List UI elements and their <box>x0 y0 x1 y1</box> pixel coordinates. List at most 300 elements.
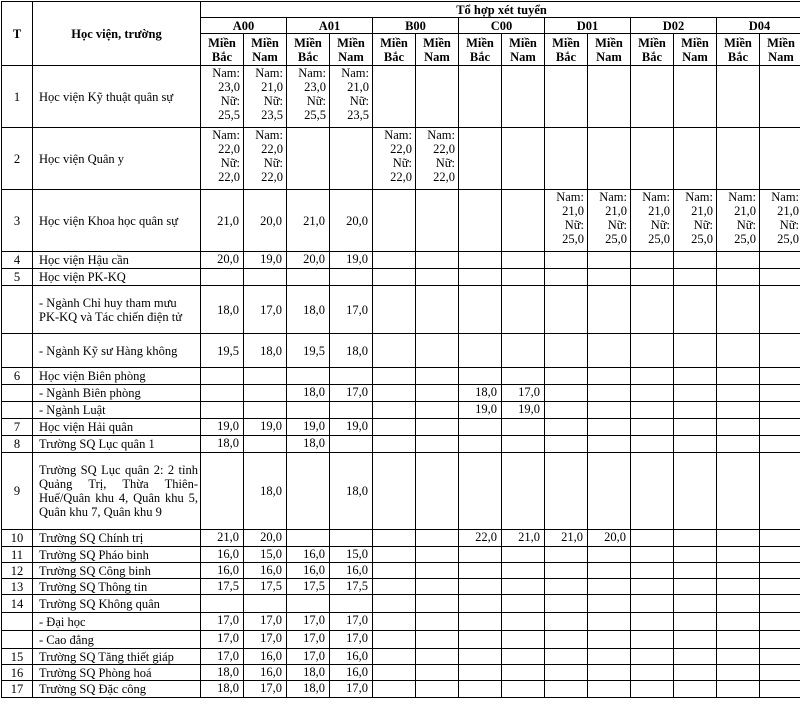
table-row <box>2 286 800 334</box>
score-line: Nữ: <box>246 94 283 108</box>
score-line: 22,0 <box>418 170 455 184</box>
score-cell <box>717 419 760 436</box>
score-cell <box>631 419 674 436</box>
score-cell <box>760 334 800 368</box>
score-cell <box>631 681 674 698</box>
score-line: Nam: <box>633 190 670 204</box>
row-index <box>2 334 33 368</box>
score-cell <box>502 368 545 385</box>
score-cell <box>416 334 459 368</box>
score-line: 25,0 <box>633 232 670 246</box>
score-cell <box>760 631 800 649</box>
score-cell <box>674 419 717 436</box>
score-cell <box>373 547 416 563</box>
score-cell <box>760 368 800 385</box>
score-cell <box>459 563 502 579</box>
score-line: 22,0 <box>246 142 283 156</box>
score-line: Nữ: <box>762 218 799 232</box>
score-cell <box>416 631 459 649</box>
score-cell <box>717 547 760 563</box>
score-cell: 17,0 <box>330 286 373 334</box>
score-line: 22,0 <box>418 142 455 156</box>
region-south-header: Miền Nam <box>330 34 373 66</box>
region-south-header: Miền Nam <box>502 34 545 66</box>
score-cell: 17,5 <box>287 579 330 595</box>
score-cell: 16,0 <box>330 563 373 579</box>
score-cell <box>330 402 373 419</box>
score-cell <box>330 269 373 286</box>
table-row <box>2 681 800 698</box>
row-index: 2 <box>2 128 33 190</box>
table-header <box>2 2 800 66</box>
score-cell <box>674 286 717 334</box>
score-cell <box>201 453 244 530</box>
score-cell: 18,0 <box>287 665 330 681</box>
score-cell: 18,0 <box>244 453 287 530</box>
score-cell <box>416 453 459 530</box>
score-cell: 18,0 <box>330 334 373 368</box>
score-cell: 19,5 <box>287 334 330 368</box>
table-row <box>2 190 800 252</box>
region-north-header: Miền Bắc <box>373 34 416 66</box>
school-name: Học viện Biên phòng <box>33 368 201 385</box>
score-cell <box>760 286 800 334</box>
score-cell <box>631 385 674 402</box>
score-line: 22,0 <box>203 142 240 156</box>
score-line: Nam: <box>590 190 627 204</box>
score-cell <box>244 595 287 613</box>
score-cell <box>416 402 459 419</box>
score-cell <box>287 402 330 419</box>
score-cell <box>717 368 760 385</box>
score-cell: 18,0 <box>201 665 244 681</box>
score-cell <box>674 269 717 286</box>
score-cell <box>588 649 631 665</box>
score-cell <box>330 595 373 613</box>
score-cell <box>588 334 631 368</box>
score-cell <box>674 334 717 368</box>
row-index: 9 <box>2 453 33 530</box>
school-name: Trường SQ Đặc công <box>33 681 201 698</box>
table-row <box>2 530 800 547</box>
row-index: 7 <box>2 419 33 436</box>
score-cell <box>459 419 502 436</box>
score-cell: 17,0 <box>244 613 287 631</box>
score-cell: 17,0 <box>244 286 287 334</box>
score-cell: 19,0 <box>502 402 545 419</box>
row-index: 15 <box>2 649 33 665</box>
score-cell <box>674 66 717 128</box>
score-cell <box>459 649 502 665</box>
score-cell: 17,0 <box>244 681 287 698</box>
score-cell: 16,0 <box>287 547 330 563</box>
table-row <box>2 547 800 563</box>
score-cell <box>674 453 717 530</box>
score-cell <box>287 128 330 190</box>
score-line: 25,0 <box>676 232 713 246</box>
score-line: 21,0 <box>246 80 283 94</box>
school-name: - Cao đẳng <box>33 631 201 649</box>
score-cell <box>717 252 760 269</box>
score-cell <box>760 665 800 681</box>
score-cell <box>760 419 800 436</box>
score-cell <box>502 66 545 128</box>
table-body <box>2 66 800 698</box>
score-cell <box>588 665 631 681</box>
score-cell <box>588 613 631 631</box>
school-name: Học viện Hải quân <box>33 419 201 436</box>
score-line: 23,5 <box>246 108 283 122</box>
score-line: Nữ: <box>332 94 369 108</box>
score-cell <box>502 436 545 453</box>
table-row <box>2 453 800 530</box>
score-cell <box>674 530 717 547</box>
score-cell: 17,5 <box>201 579 244 595</box>
score-cell <box>717 530 760 547</box>
score-cell: 22,0 <box>459 530 502 547</box>
score-cell <box>244 385 287 402</box>
table-row <box>2 402 800 419</box>
score-cell <box>373 649 416 665</box>
score-cell <box>588 563 631 579</box>
score-cell <box>545 453 588 530</box>
table-row <box>2 128 800 190</box>
score-line: Nam: <box>203 128 240 142</box>
score-cell <box>373 252 416 269</box>
region-north-header: Miền Bắc <box>459 34 502 66</box>
score-cell: 18,0 <box>201 436 244 453</box>
score-cell: 18,0 <box>459 385 502 402</box>
school-name: Học viện Hậu cần <box>33 252 201 269</box>
score-cell <box>416 252 459 269</box>
score-cell <box>545 649 588 665</box>
score-cell <box>717 128 760 190</box>
score-cell-gender <box>760 190 800 252</box>
score-cell <box>674 681 717 698</box>
score-cell: 19,0 <box>330 252 373 269</box>
score-cell <box>201 269 244 286</box>
score-cell <box>631 665 674 681</box>
score-cell: 21,0 <box>201 530 244 547</box>
score-line: Nam: <box>719 190 756 204</box>
score-cell <box>760 563 800 579</box>
score-cell: 17,5 <box>244 579 287 595</box>
admission-score-table <box>1 1 800 698</box>
score-cell <box>502 269 545 286</box>
score-cell <box>717 402 760 419</box>
score-cell <box>631 595 674 613</box>
score-cell-gender <box>201 66 244 128</box>
score-cell <box>631 649 674 665</box>
score-cell <box>631 368 674 385</box>
school-name: Trường SQ Chính trị <box>33 530 201 547</box>
score-cell <box>760 269 800 286</box>
score-cell <box>674 563 717 579</box>
score-line: 21,0 <box>762 204 799 218</box>
score-cell <box>631 269 674 286</box>
score-cell <box>588 269 631 286</box>
row-index: 6 <box>2 368 33 385</box>
score-cell: 18,0 <box>287 286 330 334</box>
score-cell <box>717 681 760 698</box>
combo-header: A00 <box>201 18 287 34</box>
score-cell <box>588 385 631 402</box>
score-cell: 19,5 <box>201 334 244 368</box>
score-cell: 21,0 <box>545 530 588 547</box>
score-cell <box>373 419 416 436</box>
row-index: 8 <box>2 436 33 453</box>
score-cell-gender <box>545 190 588 252</box>
score-cell <box>502 595 545 613</box>
score-cell: 20,0 <box>330 190 373 252</box>
score-cell <box>459 665 502 681</box>
score-cell <box>545 436 588 453</box>
score-cell <box>201 595 244 613</box>
school-name: Trường SQ Lục quân 2: 2 tỉnh Quảng Trị, Thừa Thiên-Huế/Quân khu 4, Quân khu 5, Quân khu 7, Quân khu 9 <box>33 453 201 530</box>
table-row <box>2 631 800 649</box>
score-line: Nam: <box>246 128 283 142</box>
score-cell: 17,0 <box>287 631 330 649</box>
score-line: 21,0 <box>676 204 713 218</box>
score-cell <box>201 385 244 402</box>
score-line: 21,0 <box>547 204 584 218</box>
school-name: Trường SQ Lục quân 1 <box>33 436 201 453</box>
score-cell: 20,0 <box>244 190 287 252</box>
score-cell <box>760 681 800 698</box>
row-index <box>2 402 33 419</box>
score-cell: 16,0 <box>244 563 287 579</box>
score-cell <box>760 649 800 665</box>
score-cell <box>373 66 416 128</box>
score-cell <box>373 613 416 631</box>
score-cell <box>416 286 459 334</box>
combo-header: B00 <box>373 18 459 34</box>
score-cell <box>502 252 545 269</box>
score-cell <box>631 436 674 453</box>
row-index <box>2 286 33 334</box>
score-cell <box>545 334 588 368</box>
score-cell <box>373 269 416 286</box>
score-cell: 19,0 <box>287 419 330 436</box>
score-line: 25,0 <box>719 232 756 246</box>
score-cell <box>459 631 502 649</box>
score-cell <box>545 368 588 385</box>
score-cell <box>502 334 545 368</box>
score-cell <box>502 631 545 649</box>
score-cell: 21,0 <box>287 190 330 252</box>
school-name: Trường SQ Thông tin <box>33 579 201 595</box>
score-cell: 16,0 <box>330 665 373 681</box>
score-line: Nữ: <box>203 94 240 108</box>
score-cell: 18,0 <box>201 681 244 698</box>
score-line: Nữ: <box>719 218 756 232</box>
score-line: 25,0 <box>762 232 799 246</box>
score-line: 23,0 <box>289 80 326 94</box>
score-cell <box>545 665 588 681</box>
score-cell <box>373 402 416 419</box>
score-line: 23,0 <box>203 80 240 94</box>
score-cell <box>502 128 545 190</box>
score-cell: 16,0 <box>244 665 287 681</box>
score-cell: 20,0 <box>588 530 631 547</box>
score-line: 22,0 <box>246 170 283 184</box>
score-cell: 16,0 <box>201 547 244 563</box>
score-cell: 20,0 <box>201 252 244 269</box>
score-cell <box>674 613 717 631</box>
score-cell <box>373 595 416 613</box>
score-cell <box>674 595 717 613</box>
score-cell <box>373 453 416 530</box>
score-cell <box>459 613 502 631</box>
score-cell <box>588 681 631 698</box>
score-cell <box>631 563 674 579</box>
score-cell: 21,0 <box>502 530 545 547</box>
region-south-header: Miền Nam <box>674 34 717 66</box>
score-cell <box>631 286 674 334</box>
score-cell <box>545 385 588 402</box>
score-cell <box>588 436 631 453</box>
score-cell <box>760 66 800 128</box>
score-cell: 19,0 <box>459 402 502 419</box>
score-cell <box>674 436 717 453</box>
score-line: Nữ: <box>418 156 455 170</box>
score-cell <box>717 385 760 402</box>
score-cell <box>459 66 502 128</box>
score-cell: 18,0 <box>287 385 330 402</box>
score-cell <box>631 530 674 547</box>
region-south-header: Miền Nam <box>760 34 800 66</box>
row-index: 5 <box>2 269 33 286</box>
score-cell: 18,0 <box>287 436 330 453</box>
score-cell <box>416 190 459 252</box>
score-cell <box>459 128 502 190</box>
combo-header: A01 <box>287 18 373 34</box>
score-line: Nam: <box>203 66 240 80</box>
score-cell <box>760 128 800 190</box>
score-cell <box>674 368 717 385</box>
score-cell <box>244 436 287 453</box>
score-cell <box>717 334 760 368</box>
score-cell <box>674 402 717 419</box>
score-cell <box>373 436 416 453</box>
score-cell: 17,0 <box>330 681 373 698</box>
score-cell <box>588 402 631 419</box>
score-cell: 17,0 <box>330 613 373 631</box>
score-cell <box>373 563 416 579</box>
score-cell <box>545 269 588 286</box>
score-cell <box>373 665 416 681</box>
score-cell <box>760 453 800 530</box>
score-line: 22,0 <box>375 170 412 184</box>
table-row <box>2 563 800 579</box>
score-cell <box>545 631 588 649</box>
score-cell <box>502 547 545 563</box>
region-south-header: Miền Nam <box>588 34 631 66</box>
table-row <box>2 269 800 286</box>
score-cell <box>416 665 459 681</box>
score-cell-gender <box>674 190 717 252</box>
score-cell: 17,0 <box>201 649 244 665</box>
score-cell <box>502 563 545 579</box>
score-cell: 17,0 <box>201 631 244 649</box>
region-north-header: Miền Bắc <box>287 34 330 66</box>
school-name: Trường SQ Phòng hoá <box>33 665 201 681</box>
score-cell <box>545 613 588 631</box>
score-cell <box>244 402 287 419</box>
score-cell <box>545 563 588 579</box>
score-cell-gender <box>588 190 631 252</box>
score-cell <box>588 128 631 190</box>
score-cell <box>330 128 373 190</box>
score-line: Nam: <box>418 128 455 142</box>
score-cell <box>631 453 674 530</box>
score-line: 25,0 <box>590 232 627 246</box>
score-cell <box>717 286 760 334</box>
score-cell <box>631 579 674 595</box>
score-line: 23,5 <box>332 108 369 122</box>
score-cell <box>416 368 459 385</box>
combo-header: D04 <box>717 18 800 34</box>
score-cell <box>674 252 717 269</box>
score-cell: 17,0 <box>287 613 330 631</box>
score-cell: 17,0 <box>330 385 373 402</box>
table-row <box>2 436 800 453</box>
row-index <box>2 385 33 402</box>
score-cell <box>416 436 459 453</box>
score-cell <box>717 595 760 613</box>
score-cell: 19,0 <box>330 419 373 436</box>
score-cell <box>373 368 416 385</box>
score-cell: 17,0 <box>201 613 244 631</box>
score-cell <box>416 269 459 286</box>
score-cell: 19,0 <box>201 419 244 436</box>
score-cell <box>201 402 244 419</box>
score-cell <box>631 128 674 190</box>
score-cell <box>459 547 502 563</box>
score-cell <box>674 631 717 649</box>
score-cell-gender <box>717 190 760 252</box>
row-index: 11 <box>2 547 33 563</box>
score-cell <box>717 436 760 453</box>
score-cell <box>760 579 800 595</box>
score-cell <box>502 665 545 681</box>
score-cell <box>631 613 674 631</box>
score-cell-gender <box>201 128 244 190</box>
score-cell <box>588 453 631 530</box>
score-cell <box>674 665 717 681</box>
score-cell <box>717 453 760 530</box>
score-line: Nữ: <box>289 94 326 108</box>
score-cell <box>244 368 287 385</box>
score-cell <box>760 530 800 547</box>
table-row <box>2 334 800 368</box>
score-cell <box>545 419 588 436</box>
header-col-t: T <box>2 2 33 66</box>
table-row <box>2 665 800 681</box>
score-cell-gender <box>287 66 330 128</box>
score-line: Nữ: <box>590 218 627 232</box>
score-cell <box>502 190 545 252</box>
score-cell: 18,0 <box>287 681 330 698</box>
row-index: 17 <box>2 681 33 698</box>
row-index <box>2 631 33 649</box>
score-cell <box>330 530 373 547</box>
score-cell <box>588 631 631 649</box>
score-cell <box>631 547 674 563</box>
score-cell: 16,0 <box>287 563 330 579</box>
score-cell <box>717 66 760 128</box>
score-cell <box>502 681 545 698</box>
